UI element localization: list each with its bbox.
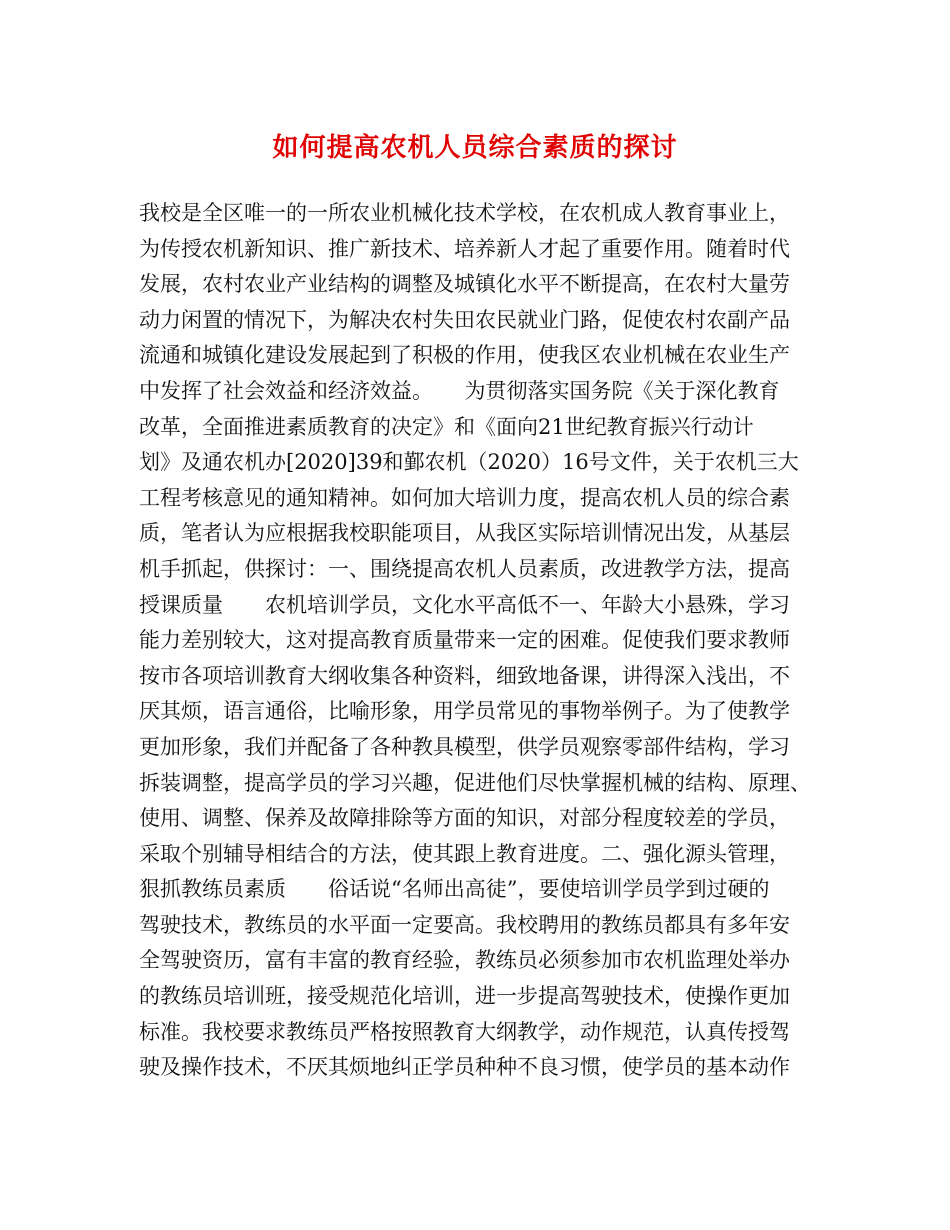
- body-text-line: 拆装调整，提高学员的学习兴趣，促进他们尽快掌握机械的结构、原理、: [139, 770, 811, 795]
- body-text-line: 机手抓起，供探讨：一、围绕提高农机人员素质，改进教学方法，提高: [139, 556, 790, 581]
- body-text-line: 采取个别辅导相结合的方法，使其跟上教育进度。二、强化源头管理，: [139, 841, 790, 866]
- body-text-line: 驾驶技术，教练员的水平面一定要高。我校聘用的教练员都具有多年安: [139, 912, 790, 937]
- body-text-line: 动力闲置的情况下，为解决农村失田农民就业门路，促使农村农副产品: [139, 307, 790, 332]
- body-text-line: 狠抓教练员素质 俗话说“名师出高徒”，要使培训学员学到过硬的: [139, 877, 770, 902]
- body-text-line: 标准。我校要求教练员严格按照教育大纲教学，动作规范，认真传授驾: [139, 1019, 790, 1044]
- body-text-line: 工程考核意见的通知精神。如何加大培训力度，提高农机人员的综合素: [139, 485, 790, 510]
- body-text-line: 中发挥了社会效益和经济效益。 为贯彻落实国务院《关于深化教育: [139, 378, 780, 403]
- body-text-line: 质，笔者认为应根据我校职能项目，从我区实际培训情况出发，从基层: [139, 521, 790, 546]
- body-text-line: 全驾驶资历，富有丰富的教育经验，教练员必须参加市农机监理处举办: [139, 948, 790, 973]
- body-text-line: 更加形象，我们并配备了各种教具模型，供学员观察零部件结构，学习: [139, 734, 790, 759]
- document-body: [139, 196, 819, 1086]
- body-text-line: 为传授农机新知识、推广新技术、培养新人才起了重要作用。随着时代: [139, 236, 790, 261]
- body-text-line: 划》及通农机办[2020]39和鄞农机（2020）16号文件，关于农机三大: [139, 450, 799, 475]
- body-text-line: 能力差别较大，这对提高教育质量带来一定的困难。促使我们要求教师: [139, 628, 790, 653]
- body-text-line: 的教练员培训班，接受规范化培训，进一步提高驾驶技术，使操作更加: [139, 984, 790, 1009]
- body-text-line: 改革，全面推进素质教育的决定》和《面向21世纪教育振兴行动计: [139, 414, 754, 439]
- document-title: 如何提高农机人员综合素质的探讨: [272, 133, 678, 163]
- body-text-line: 我校是全区唯一的一所农业机械化技术学校，在农机成人教育事业上，: [139, 201, 790, 225]
- body-text-line: 厌其烦，语言通俗，比喻形象，用学员常见的事物举例子。为了使教学: [139, 699, 790, 724]
- body-text-line: 按市各项培训教育大纲收集各种资料，细致地备课，讲得深入浅出，不: [139, 663, 790, 688]
- body-text-line: 使用、调整、保养及故障排除等方面的知识，对部分程度较差的学员，: [139, 806, 790, 831]
- body-text-line: 授课质量 农机培训学员，文化水平高低不一、年龄大小悬殊，学习: [139, 592, 790, 617]
- body-text-line: 驶及操作技术，不厌其烦地纠正学员种种不良习惯，使学员的基本动作: [139, 1055, 790, 1080]
- body-text-line: 发展，农村农业产业结构的调整及城镇化水平不断提高，在农村大量劳: [139, 272, 790, 297]
- body-text-line: 流通和城镇化建设发展起到了积极的作用，使我区农业机械在农业生产: [139, 343, 790, 368]
